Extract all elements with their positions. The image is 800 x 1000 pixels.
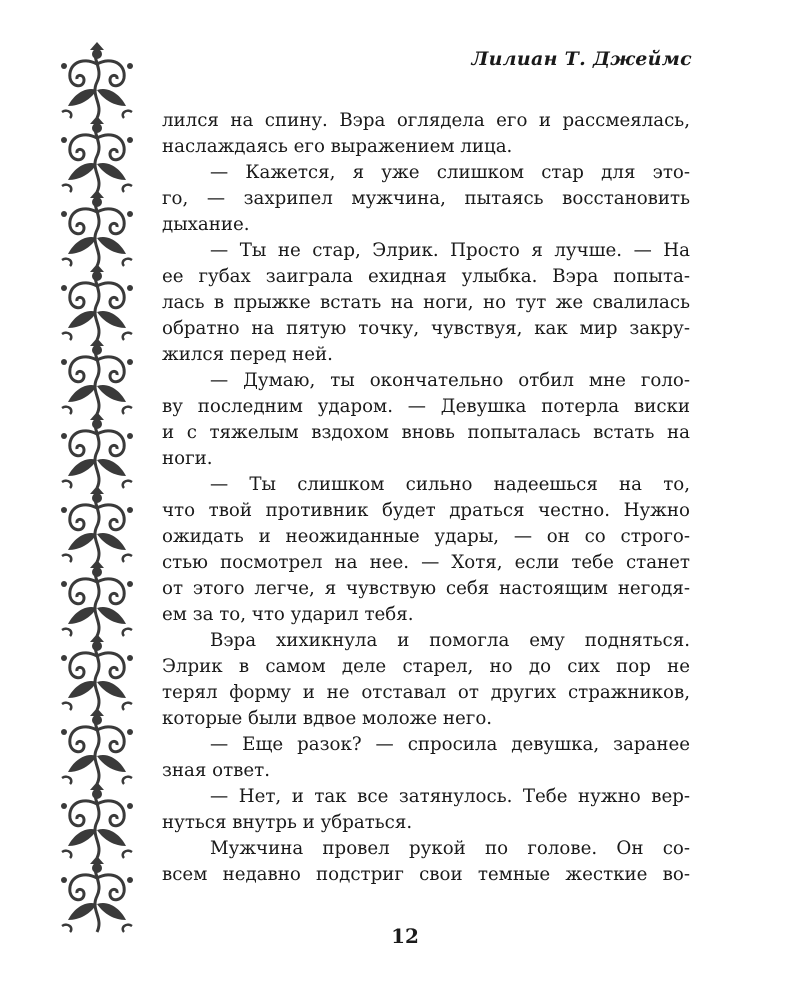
text-line: ее губах заиграла ехидная улыбка. Вэра попыта-: [162, 266, 690, 287]
text-line: которые были вдвое моложе него.: [162, 708, 493, 729]
text-line: Элрик в самом деле старел, но до сих пор не: [162, 656, 690, 677]
text-line: нуться внутрь и убраться.: [162, 812, 413, 833]
text-line: — Нет, и так все затянулось. Тебе нужно вер-: [210, 786, 690, 807]
page-number: [0, 924, 800, 948]
text-line: наслаждаясь его выражением лица.: [162, 136, 513, 157]
running-header-author: Лилиан Т. Джеймс: [471, 48, 692, 70]
text-line: ем за то, что ударил тебя.: [162, 604, 414, 625]
body-text: [162, 108, 690, 888]
text-line: ноги.: [162, 448, 213, 469]
page-number-value: 12: [391, 924, 419, 948]
text-line: — Еще разок? — спросила девушка, заранее: [210, 734, 690, 755]
text-line: от этого легче, я чувствую себя настоящим негодя-: [162, 578, 690, 599]
text-line: — Ты слишком сильно надеешься на то,: [210, 474, 690, 495]
floral-border-ornament: [60, 42, 134, 940]
text-line: лась в прыжке встать на ноги, но тут же свалилась: [162, 292, 690, 313]
text-line: всем недавно подстриг свои темные жесткие во-: [162, 864, 690, 885]
text-line: — Кажется, я уже слишком стар для это-: [210, 162, 690, 183]
text-line: обратно на пятую точку, чувствуя, как мир закру-: [162, 318, 690, 339]
text-line: стью посмотрел на нее. — Хотя, если тебе станет: [162, 552, 690, 573]
text-line: го, — захрипел мужчина, пытаясь восстановить: [162, 188, 690, 209]
text-line: жился перед ней.: [162, 344, 333, 365]
text-line: и с тяжелым вздохом вновь попыталась встать на: [162, 422, 690, 443]
text-line: терял форму и не отставал от других стражников,: [162, 682, 690, 703]
text-line: Вэра хихикнула и помогла ему подняться.: [210, 630, 690, 651]
text-line: лился на спину. Вэра оглядела его и рассмеялась,: [162, 110, 690, 131]
text-line: ву последним ударом. — Девушка потерла виски: [162, 396, 690, 417]
text-line: что твой противник будет драться честно. Нужно: [162, 500, 690, 521]
text-line: Мужчина провел рукой по голове. Он со-: [210, 838, 690, 859]
text-line: — Ты не стар, Элрик. Просто я лучше. — На: [210, 240, 690, 261]
text-line: — Думаю, ты окончательно отбил мне голо-: [210, 370, 690, 391]
text-line: зная ответ.: [162, 760, 270, 781]
text-line: дыхание.: [162, 214, 250, 235]
text-line: ожидать и неожиданные удары, — он со строго-: [162, 526, 690, 547]
